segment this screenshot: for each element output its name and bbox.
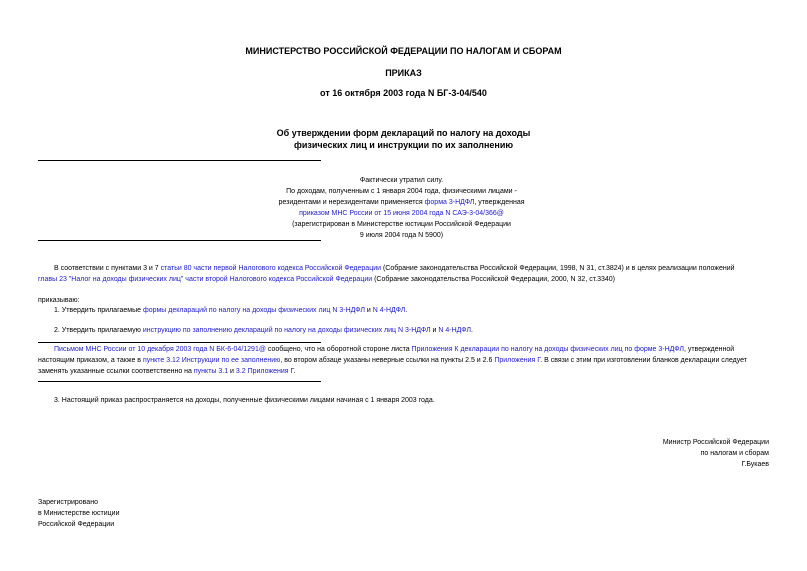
registration-line-3: Российской Федерации [38, 521, 115, 528]
signature-name: Г.Букаев [741, 461, 769, 468]
item-1: 1. Утвердить прилагаемые формы деклараций по налогу на доходы физических лиц N 3-НДФЛ и N 4-НДФЛ. [54, 307, 408, 314]
subject-title [0, 127, 807, 151]
appendix-k-link[interactable]: Приложения К декларации по налогу на доходы физических лиц по форме 3-НДФЛ [411, 346, 684, 353]
item-2: 2. Утвердить прилагаемую инструкцию по заполнению деклараций по налогу на доходы физических лиц N 3-НДФЛ и N 4-НДФЛ. [54, 327, 473, 334]
order-word: приказываю: [38, 297, 80, 304]
notice-line-5: (зарегистрирован в Министерстве юстиции Российской Федерации [292, 221, 511, 228]
notice-line-1: Фактически утратил силу. [359, 177, 444, 184]
doc-type-heading: ПРИКАЗ [385, 68, 422, 78]
form-3ndfl-link[interactable]: форма 3-НДФЛ [424, 199, 475, 206]
divider-comment-end [38, 381, 321, 382]
notice-line-3: резидентами и нерезидентами применяется форма 3-НДФЛ, утвержденная [278, 199, 525, 206]
form-4ndfl-link-1[interactable]: N 4-НДФЛ [372, 307, 406, 314]
comment-line-3: заменять указанные ссылки соответственно на пункты 3.1 и 3.2 Приложения Г. [38, 368, 296, 375]
item-3: 3. Настоящий приказ распространяется на доходы, полученные физическими лицами начиная с 1 января 2003 года. [54, 397, 435, 404]
form-4ndfl-link-2[interactable]: N 4-НДФЛ [438, 327, 471, 334]
comment-paragraph [38, 344, 768, 377]
divider-comment-start [38, 342, 321, 343]
subject-line-2: физических лиц и инструкции по их заполнению [293, 140, 514, 150]
comment-line-1: Письмом МНС России от 10 декабря 2003 года N БК-6-04/1291@ сообщено, что на оборотной стороне листа Приложения К декларации по налогу на доходы физических лиц по форме 3-НДФЛ, утвержденной [54, 346, 735, 353]
mns-letter-link[interactable]: Письмом МНС России от 10 декабря 2003 года N БК-6-04/1291@ [54, 346, 266, 353]
signature-line-1: Министр Российской Федерации [662, 439, 769, 446]
subject-line-1: Об утверждении форм деклараций по налогу на доходы [276, 128, 531, 138]
registration-line-2: в Министерстве юстиции [38, 510, 120, 517]
instruction-link[interactable]: инструкцию по заполнению деклараций по налогу на доходы физических лиц N 3-НДФЛ [142, 327, 431, 334]
preamble-line-1: В соответствии с пунктами 3 и 7 статьи 80 части первой Налогового кодекса Российской Федерации (Собрание законодательства Российской Федерации, 1998, N 31, ст.3824) и в целях реализации положений [54, 265, 735, 272]
registration-block [38, 497, 119, 530]
registration-line-1: Зарегистрировано [38, 499, 98, 506]
preamble-paragraph [38, 263, 768, 285]
tax-code-chapter23-link[interactable]: главы 23 "Налог на доходы физических лиц" части второй Налогового кодекса Российской Федерации [38, 276, 373, 283]
clause-312-link[interactable]: пункте 3.12 Инструкции по ее заполнению [142, 357, 281, 364]
notice-line-2: По доходам, полученным с 1 января 2004 года, физическими лицами - [286, 188, 517, 195]
clause-31-link[interactable]: пункты 3.1 [193, 368, 229, 375]
tax-code-part1-link[interactable]: статьи 80 части первой Налогового кодекса Российской Федерации [160, 265, 382, 272]
declaration-forms-link[interactable]: формы деклараций по налогу на доходы физических лиц N 3-НДФЛ [142, 307, 365, 314]
ministry-heading: МИНИСТЕРСТВО РОССИЙСКОЙ ФЕДЕРАЦИИ ПО НАЛОГАМ И СБОРАМ [245, 46, 562, 56]
notice-line-4 [230, 208, 573, 219]
order-sae-link[interactable]: приказом МНС России от 15 июня 2004 года N САЭ-3-04/366@ [299, 210, 504, 217]
signature-block [663, 437, 769, 470]
preamble-line-2: главы 23 "Налог на доходы физических лиц" части второй Налогового кодекса Российской Федерации (Собрание законодательства Российской Федерации, 2000, N 32, ст.3340) [38, 276, 615, 283]
divider-top [38, 160, 321, 161]
signature-line-2: по налогам и сборам [700, 450, 769, 457]
clause-32-appendix-g-link[interactable]: 3.2 Приложения Г [235, 368, 294, 375]
divider-notice-end [38, 240, 321, 241]
date-number-heading: от 16 октября 2003 года N БГ-3-04/540 [320, 88, 487, 98]
notice-line-6: 9 июля 2004 года N 5900) [359, 232, 444, 239]
validity-notice [230, 175, 573, 241]
appendix-g-link[interactable]: Приложения Г [494, 357, 541, 364]
comment-line-2: настоящим приказом, а также в пункте 3.12 Инструкции по ее заполнению, во втором абзаце указаны неверные ссылки на пункты 2.5 и 2.6 Приложения Г. В связи с этим при изготовлении бланков декларации следует [38, 357, 747, 364]
